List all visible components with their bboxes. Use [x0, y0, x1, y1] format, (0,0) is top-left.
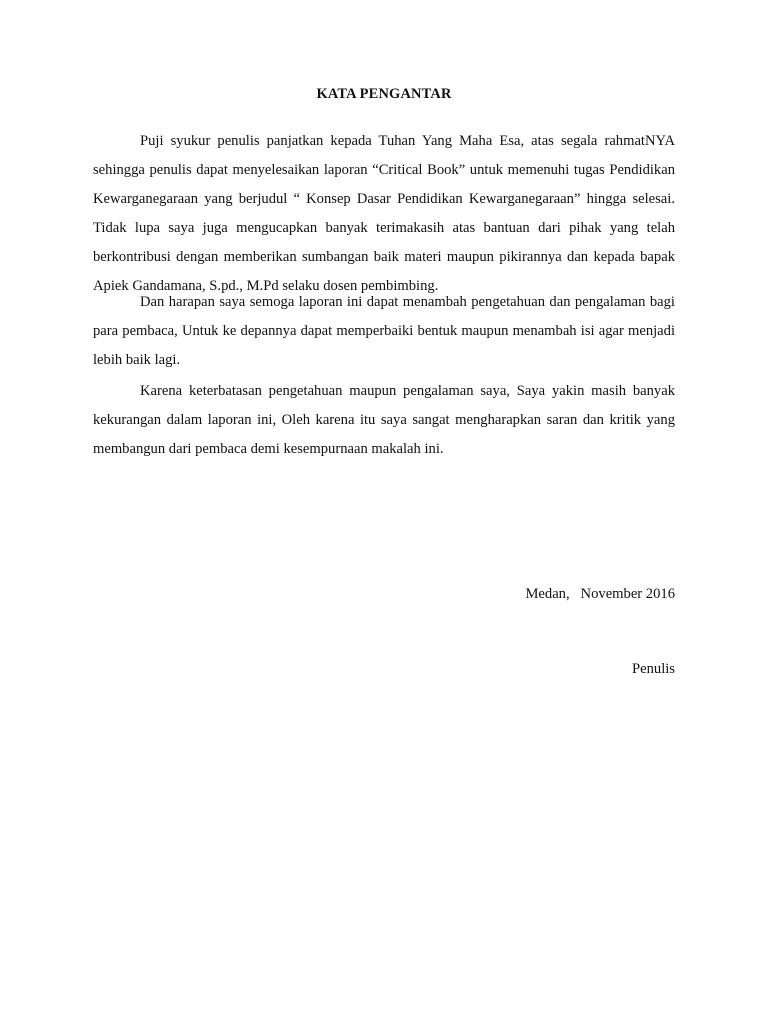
page-title: KATA PENGANTAR — [316, 86, 452, 102]
paragraph-2: Dan harapan saya semoga laporan ini dapat menambah pengetahuan dan pengalaman bagi para pembaca, Untuk ke depannya dapat memperbaiki bentuk maupun menambah isi agar menjadi lebih baik lagi. — [93, 294, 675, 368]
paragraph-3: Karena keterbatasan pengetahuan maupun pengalaman saya, Saya yakin masih banyak kekurangan dalam laporan ini, Oleh karena itu saya sangat mengharapkan saran dan kritik yang membangun dari pembaca demi kesempurnaan makalah ini. — [93, 383, 675, 457]
signature-author: Penulis — [632, 661, 675, 677]
place-date: Medan, November 2016 — [525, 586, 675, 602]
paragraph-1: Puji syukur penulis panjatkan kepada Tuhan Yang Maha Esa, atas segala rahmatNYA sehingga penulis dapat menyelesaikan laporan “Critical Book” untuk memenuhi tugas Pendidikan Kewarganegaraan yang berjudul “ Konsep Dasar Pendidikan Kewarganegaraan” hingga selesai. Tidak lupa saya juga mengucapkan banyak terimakasih atas bantuan dari pihak yang telah berkontribusi dengan memberikan sumbangan baik materi maupun pikirannya dan kepada bapak Apiek Gandamana, S.pd., M.Pd selaku dosen pembimbing. — [93, 133, 675, 294]
